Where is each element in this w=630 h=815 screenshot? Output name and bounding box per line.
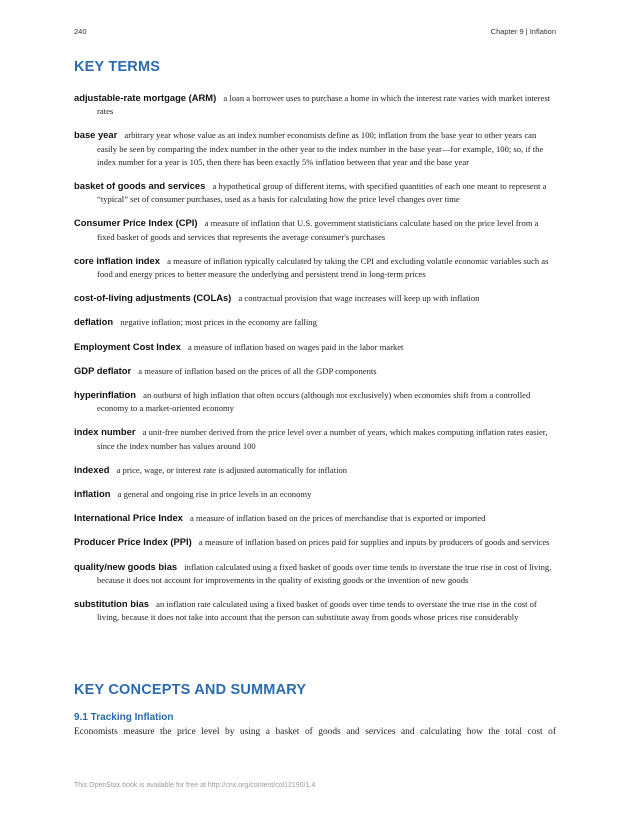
page-header: [74, 27, 556, 39]
key-term-entry: [74, 597, 556, 624]
term-name: adjustable-rate mortgage (ARM): [74, 92, 217, 103]
term-name: indexed: [74, 463, 110, 475]
key-term-entry: [74, 463, 556, 477]
key-term-entry: [74, 388, 556, 415]
term-name: basket of goods and services: [74, 180, 206, 192]
term-name: deflation: [74, 316, 114, 328]
term-name: substitution bias: [74, 598, 149, 610]
term-name: GDP deflator: [74, 364, 132, 376]
term-definition: a measure of inflation that U.S. government statisticians calculate based on the price level from a fixed basket of goods and services that represents the average consumer's purchases: [97, 218, 539, 242]
term-name: base year: [74, 129, 118, 141]
key-term-entry: [74, 560, 556, 587]
term-definition: arbitrary year whose value as an index number economists define as 100; inflation from the base year to other years can easily be seen by comparing the index number in the other year to the index number in the base year—for example, 100; so, if the index number for a year is 105, then there has been exactly 5% inflation between that year and the base year: [97, 130, 544, 167]
section-title: 9.1 Tracking Inflation: [74, 712, 174, 723]
term-definition: a measure of inflation based on prices paid for supplies and inputs by producers of goods and services: [198, 537, 550, 548]
term-name: quality/new goods bias: [74, 560, 178, 572]
term-name: index number: [74, 426, 136, 438]
term-name: Employment Cost Index: [74, 340, 181, 352]
key-term-entry: [74, 216, 556, 243]
key-term-entry: [74, 315, 556, 329]
term-name: International Price Index: [74, 512, 183, 524]
term-definition: a unit-free number derived from the price level over a number of years, which makes computing inflation rates easier, since the index number has values around 100: [97, 427, 548, 451]
key-term-entry: [74, 340, 556, 354]
term-definition: inflation calculated using a fixed basket of goods over time tends to overstate the true rise in cost of living, because it does not account for improvements in the quality of existing goods or the invention of new goods: [97, 561, 552, 585]
term-name: cost-of-living adjustments (COLAs): [74, 292, 232, 304]
term-definition: a contractual provision that wage increases will keep up with inflation: [238, 293, 480, 304]
key-term-entry: [74, 291, 556, 305]
term-definition: a general and ongoing rise in price levels in an economy: [117, 489, 312, 500]
page-number: 240: [74, 27, 87, 36]
chapter-title: Chapter 9 | Inflation: [490, 27, 556, 36]
key-term-entry: [74, 535, 556, 549]
term-definition: a loan a borrower uses to purchase a home in which the interest rate varies with market interest rates: [97, 93, 551, 117]
key-term-entry: [74, 511, 556, 525]
term-definition: an outburst of high inflation that often occurs (although not exclusively) when economies shift from a controlled economy to a market-oriented economy: [97, 390, 531, 414]
key-term-entry: [74, 91, 556, 118]
term-name: inflation: [74, 488, 111, 500]
term-definition: a measure of inflation typically calculated by taking the CPI and excluding volatile economic variables such as food and energy prices to better measure the underlying and persistent trend in long-term prices: [97, 255, 549, 280]
key-term-entry: [74, 179, 556, 206]
term-definition: a hypothetical group of different items, with specified quantities of each one meant to represent a “typical” set of consumer purchases, used as a basis for calculating how the price level changes over time: [97, 181, 547, 205]
key-terms-list: [74, 91, 556, 634]
term-name: Consumer Price Index (CPI): [74, 217, 198, 229]
term-definition: a measure of inflation based on the prices of all the GDP components: [138, 365, 377, 376]
key-term-entry: [74, 254, 556, 281]
key-term-entry: [74, 128, 556, 169]
term-name: hyperinflation: [74, 389, 136, 401]
term-definition: negative inflation; most prices in the economy are falling: [120, 317, 317, 328]
key-term-entry: [74, 487, 556, 501]
key-term-entry: [74, 364, 556, 378]
term-name: core inflation index: [74, 254, 160, 266]
page-footer: This OpenStax book is available for free at http://cnx.org/content/col12190/1.4: [74, 782, 316, 789]
term-name: Producer Price Index (PPI): [74, 536, 192, 548]
term-definition: a price, wage, or interest rate is adjusted automatically for inflation: [116, 464, 348, 475]
key-terms-heading: KEY TERMS: [74, 59, 161, 75]
term-definition: a measure of inflation based on the prices of merchandise that is exported or imported: [190, 513, 486, 524]
summary-paragraph: Economists measure the price level by using a basket of goods and services and calculating how the total cost of: [74, 727, 556, 737]
term-definition: an inflation rate calculated using a fixed basket of goods over time tends to overstate the true rise in the cost of living, because it does not take into account that the person can substitute away from goods whose prices rise considerably: [97, 599, 537, 623]
key-concepts-heading: KEY CONCEPTS AND SUMMARY: [74, 682, 307, 698]
term-definition: a measure of inflation based on wages paid in the labor market: [187, 341, 404, 352]
key-term-entry: [74, 425, 556, 452]
